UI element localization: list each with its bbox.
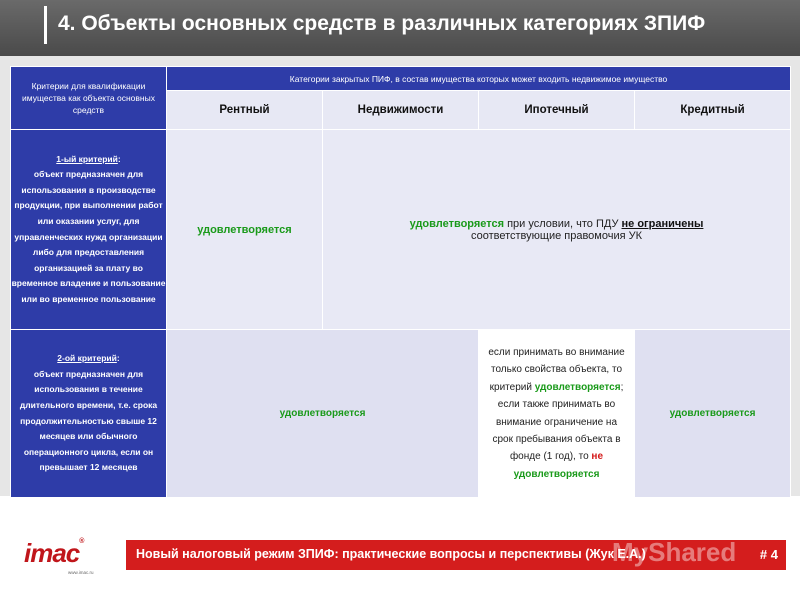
criterion-2-title: 2-ой критерий bbox=[57, 353, 117, 364]
row1-condition-underlined: не ограничены bbox=[621, 217, 704, 230]
row1-other-status: удовлетворяется bbox=[409, 217, 505, 230]
criterion-1-cell: 1-ый критерий: объект предназначен для использования в производстве продукции, при выполнении работ или оказании услуг, для управленческих нужд организации либо для предоставления организацией за плату во временное владение и пользование или во временное пользование bbox=[11, 130, 167, 330]
column-header-realty: Недвижимости bbox=[323, 91, 479, 130]
row1-rent-status: удовлетворяется bbox=[197, 223, 292, 236]
criterion-1-text: объект предназначен для использования в производстве продукции, при выполнении работ или оказании услуг, для управленческих нужд организации либо для предоставления организацией за плату во временное владение и пользование или во временное пользование bbox=[11, 169, 166, 304]
footer-text: Новый налоговый режим ЗПИФ: практические вопросы и перспективы (Жук Е.А.) bbox=[136, 547, 646, 561]
imac-logo: imac® bbox=[24, 538, 84, 568]
column-header-credit: Кредитный bbox=[635, 91, 791, 130]
criterion-2-cell: 2-ой критерий: объект предназначен для использования в течение длительного времени, т.е. срока продолжительностью свыше 12 месяцев или обычного операционного цикла, если он превышает 12 месяцев bbox=[11, 330, 167, 498]
row2-mortgage-negation: не bbox=[591, 451, 604, 463]
criteria-header: Критерии для квалификации имущества как объекта основных средств bbox=[11, 67, 167, 130]
criterion-2-text: объект предназначен для использования в течение длительного времени, т.е. срока продолжительностью свыше 12 месяцев или обычного операционного цикла, если он превышает 12 месяцев bbox=[19, 368, 158, 473]
header-bar bbox=[0, 0, 800, 56]
criterion-1-title: 1-ый критерий bbox=[56, 153, 118, 164]
page-number: # 4 bbox=[759, 547, 778, 562]
watermark: MyShared bbox=[612, 537, 737, 567]
row1-rent-cell bbox=[167, 130, 323, 330]
row1-other-end: соответствующие правомочия УК bbox=[470, 229, 643, 242]
row1-other-cell: удовлетворяется при условии, что ПДУ не ограничены соответствующие правомочия УК bbox=[323, 130, 791, 330]
row2-rent-realty-cell bbox=[167, 330, 479, 498]
logo-url: www.imac.ru bbox=[68, 570, 94, 575]
header-divider bbox=[44, 6, 47, 44]
row2-mortgage-status-1: удовлетворяется bbox=[534, 381, 621, 393]
categories-table bbox=[10, 66, 791, 498]
column-header-mortgage: Ипотечный bbox=[479, 91, 635, 130]
row2-mortgage-cell: если принимать во внимание только свойства объекта, то критерий удовлетворяется; если также принимать во внимание ограничение на срок пребывания объекта в фонде (1 год), то не удовлетворяется bbox=[479, 330, 635, 498]
column-header-rent: Рентный bbox=[167, 91, 323, 130]
page-title: 4. Объекты основных средств в различных категориях ЗПИФ bbox=[58, 12, 706, 35]
row2-credit-status: удовлетворяется bbox=[669, 407, 756, 419]
categories-header: Категории закрытых ПИФ, в состав имущества которых может входить недвижимое имущество bbox=[167, 67, 791, 91]
row2-credit-cell bbox=[635, 330, 791, 498]
row2-mortgage-status-2: удовлетворяется bbox=[513, 468, 600, 480]
row2-rent-realty-status: удовлетворяется bbox=[279, 407, 366, 419]
